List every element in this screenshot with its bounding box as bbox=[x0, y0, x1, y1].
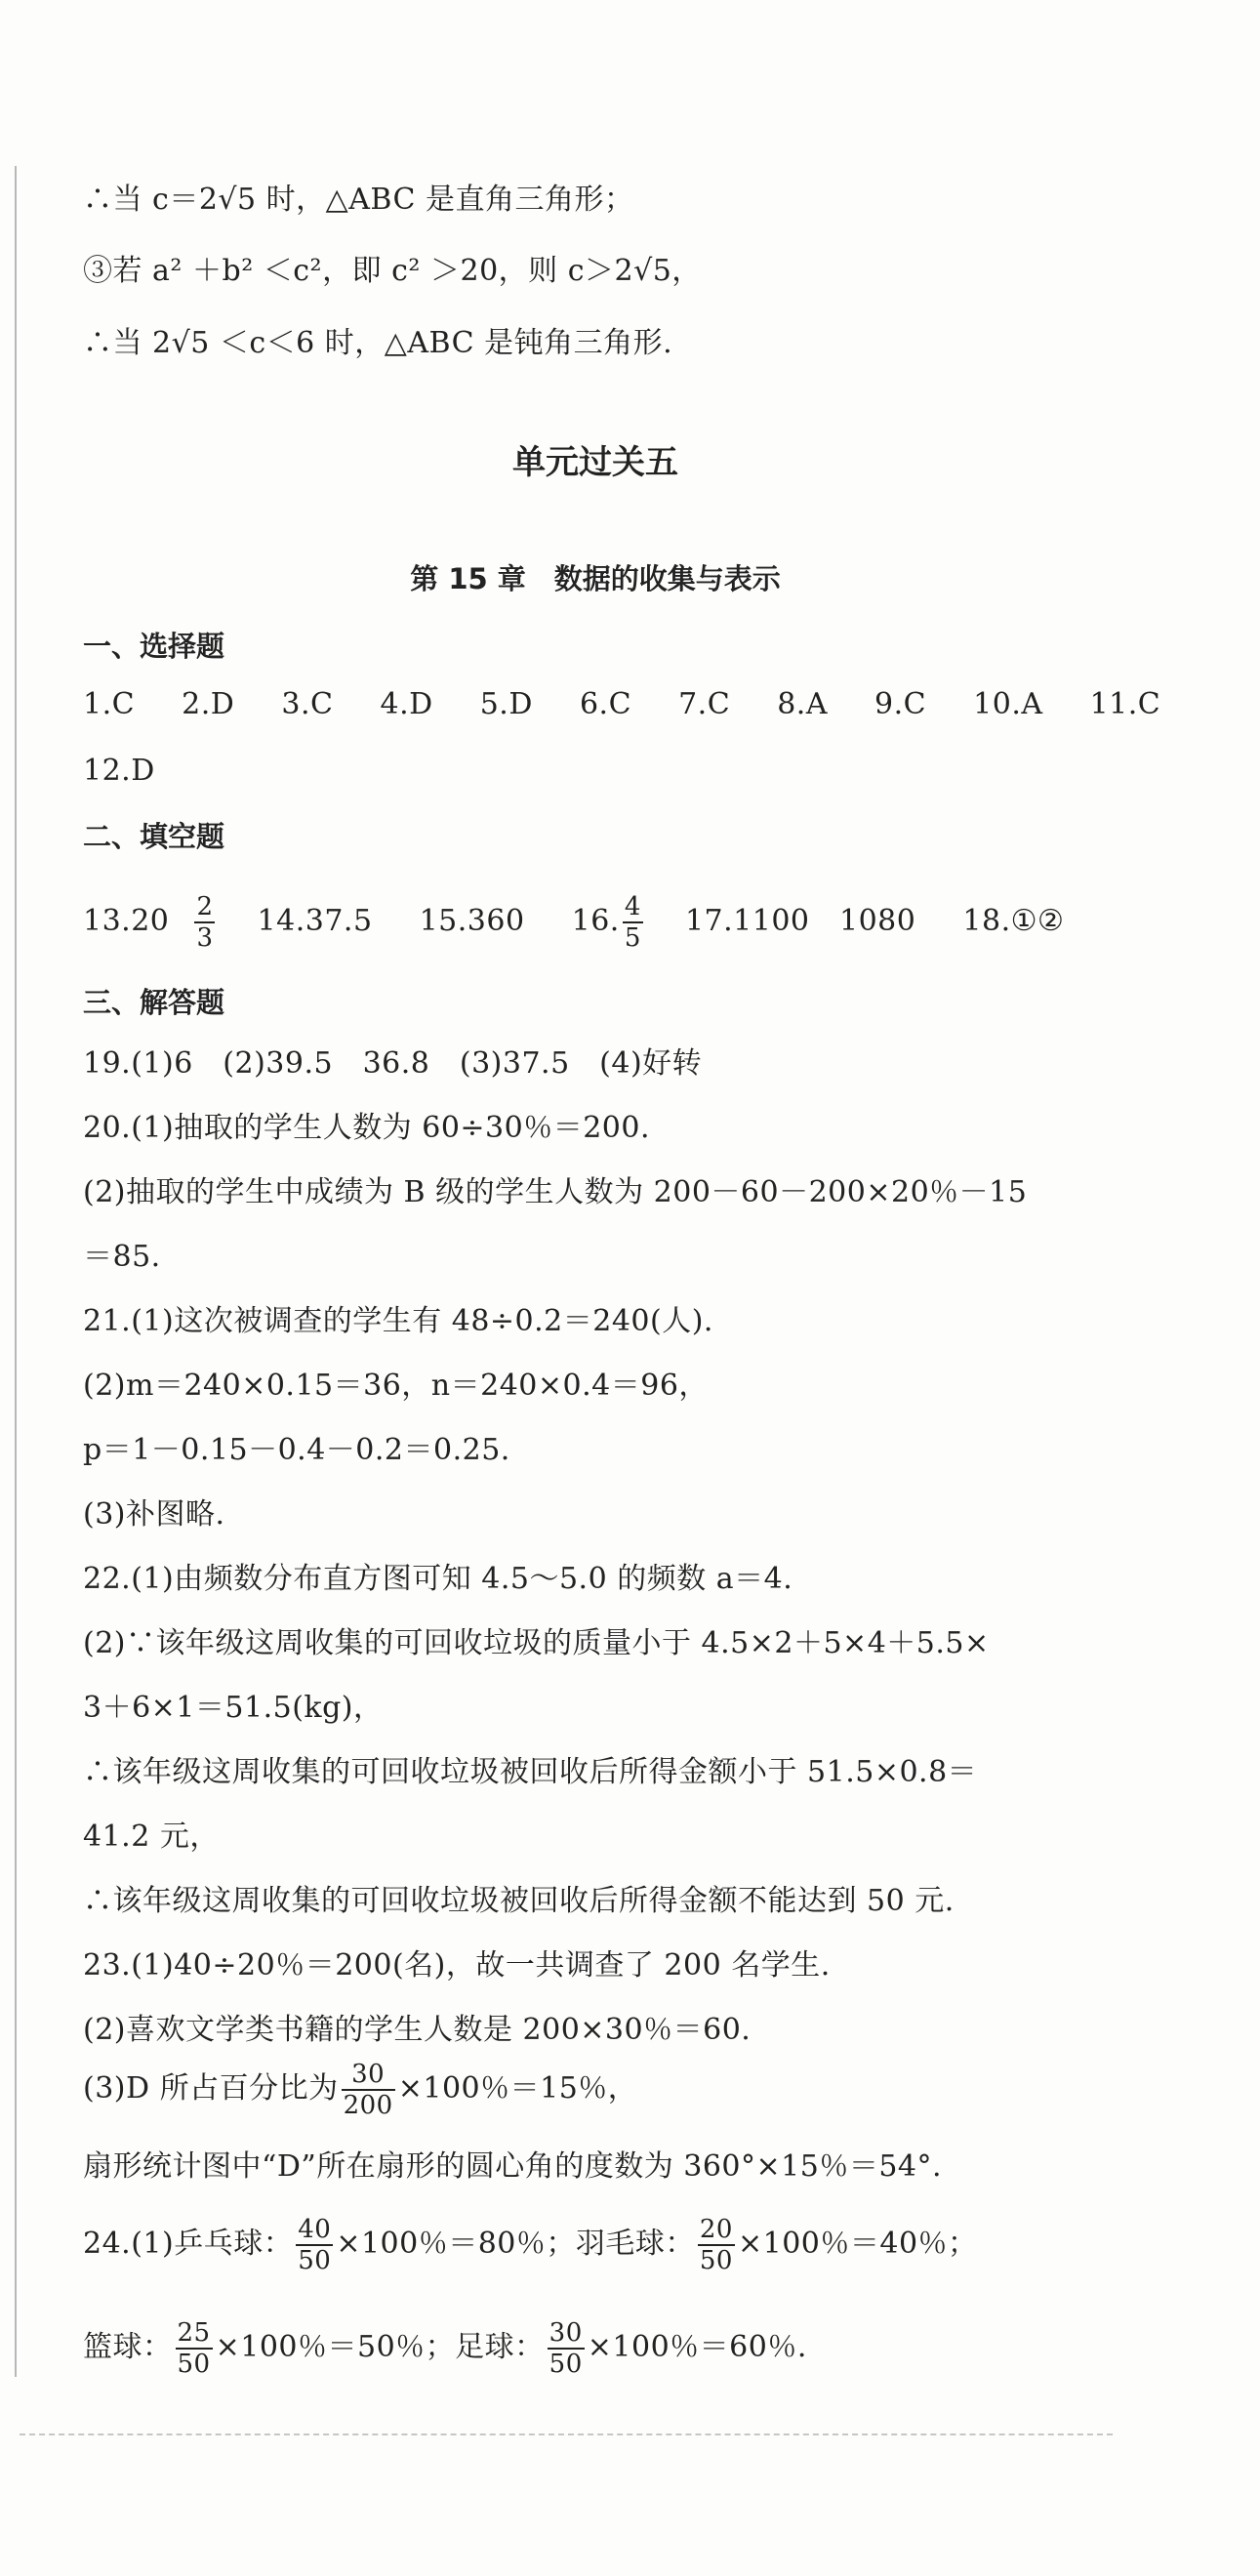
fill-answer-15: 15.360 bbox=[419, 904, 525, 938]
text-line: ∴当 c＝2√5 时，△ABC 是直角三角形； bbox=[83, 183, 634, 217]
bottom-dashed-divider bbox=[20, 2433, 1113, 2435]
fill-answers-row bbox=[83, 890, 1064, 953]
fraction: $\frac{30}{200}$ bbox=[343, 2060, 393, 2120]
answer-item: 6.C bbox=[579, 687, 632, 721]
answer-item: 1.C bbox=[83, 687, 136, 721]
text-line: 23.(1)40÷20％＝200(名)，故一共调查了 200 名学生. bbox=[83, 1948, 831, 1983]
section-heading-choice: 一、选择题 bbox=[83, 630, 225, 663]
text-line: ③若 a² ＋b² ＜c²，即 c² ＞20，则 c＞2√5， bbox=[83, 254, 702, 288]
q24-text: ×100％＝40％； bbox=[737, 2227, 978, 2261]
unit-title: 单元过关五 bbox=[512, 443, 678, 482]
chapter-title: 第 15 章 数据的收集与表示 bbox=[410, 562, 781, 595]
choice-answers-row bbox=[83, 685, 1160, 724]
section-heading-fill: 二、填空题 bbox=[83, 820, 225, 853]
answer-item: 11.C bbox=[1089, 687, 1161, 721]
answer-item: 10.A bbox=[973, 687, 1043, 721]
answer-item: 7.C bbox=[678, 687, 731, 721]
answer-item: 3.C bbox=[281, 687, 334, 721]
q24-line-1 bbox=[83, 2213, 978, 2275]
fraction: $\frac{30}{50}$ bbox=[549, 2318, 583, 2379]
q24-label: 篮球： bbox=[83, 2330, 173, 2364]
text-line: 41.2 元， bbox=[83, 1820, 220, 1854]
fill-answer-17: 17.1100 1080 bbox=[684, 904, 916, 938]
left-margin-line bbox=[15, 166, 17, 2377]
text-line: ∴当 2√5 ＜c＜6 时，△ABC 是钝角三角形. bbox=[83, 326, 673, 360]
fill-answer-14: 14.37.5 bbox=[257, 904, 373, 938]
text-line: (2)抽取的学生中成绩为 B 级的学生人数为 200－60－200×20％－15 bbox=[83, 1175, 1028, 1209]
text-line: ∴该年级这周收集的可回收垃圾被回收后所得金额小于 51.5×0.8＝ bbox=[83, 1755, 978, 1789]
text-line: (2)∵该年级这周收集的可回收垃圾的质量小于 4.5×2＋5×4＋5.5× bbox=[83, 1626, 990, 1660]
fill-answer-18: 18.①② bbox=[962, 904, 1065, 938]
fraction: $\frac{20}{50}$ bbox=[699, 2215, 733, 2275]
q24-line-2 bbox=[83, 2316, 807, 2379]
text-line: ∴该年级这周收集的可回收垃圾被回收后所得金额不能达到 50 元. bbox=[83, 1884, 955, 1918]
q23-part3-text: (3)D 所占百分比为 bbox=[83, 2071, 339, 2106]
answer-item: 12.D bbox=[83, 754, 155, 788]
q24-text: ×100％＝80％；羽毛球： bbox=[336, 2227, 695, 2261]
fill-answer-16: 16. bbox=[571, 904, 620, 938]
text-line: ＝85. bbox=[83, 1240, 161, 1274]
answer-item: 9.C bbox=[874, 687, 927, 721]
text-line: (2)喜欢文学类书籍的学生人数是 200×30％＝60. bbox=[83, 2013, 752, 2047]
text-line: 22.(1)由频数分布直方图可知 4.5～5.0 的频数 a＝4. bbox=[83, 1562, 793, 1596]
answer-item: 8.A bbox=[777, 687, 828, 721]
answer-item: 5.D bbox=[479, 687, 533, 721]
text-line: 20.(1)抽取的学生人数为 60÷30％＝200. bbox=[83, 1111, 651, 1145]
section-heading-solution: 三、解答题 bbox=[83, 986, 225, 1019]
q23-part3-line bbox=[83, 2058, 637, 2120]
q23-part3-result: ×100％＝15％， bbox=[397, 2071, 638, 2106]
q24-text: ×100％＝60％. bbox=[587, 2330, 807, 2364]
answer-item: 4.D bbox=[380, 687, 433, 721]
q24-text: ×100％＝50％；足球： bbox=[215, 2330, 545, 2364]
answer-item: 2.D bbox=[182, 687, 235, 721]
text-line: 19.(1)6 (2)39.5 36.8 (3)37.5 (4)好转 bbox=[83, 1046, 703, 1081]
text-line: p＝1－0.15－0.4－0.2＝0.25. bbox=[83, 1433, 510, 1467]
text-line: (3)补图略. bbox=[83, 1497, 225, 1532]
fraction: $\frac{2}{3}$ bbox=[196, 892, 214, 953]
fill-answer-13: 13.20 bbox=[83, 904, 170, 938]
text-line: 扇形统计图中“D”所在扇形的圆心角的度数为 360°×15％＝54°. bbox=[83, 2149, 943, 2184]
fraction: $\frac{4}{5}$ bbox=[624, 892, 641, 953]
fraction: $\frac{40}{50}$ bbox=[298, 2215, 332, 2275]
text-line: 3＋6×1＝51.5(kg)， bbox=[83, 1691, 384, 1725]
fraction: $\frac{25}{50}$ bbox=[177, 2318, 211, 2379]
text-line: 21.(1)这次被调查的学生有 48÷0.2＝240(人). bbox=[83, 1304, 713, 1338]
q24-label: 24.(1)乒乓球： bbox=[83, 2227, 294, 2261]
text-line: (2)m＝240×0.15＝36，n＝240×0.4＝96， bbox=[83, 1369, 709, 1403]
